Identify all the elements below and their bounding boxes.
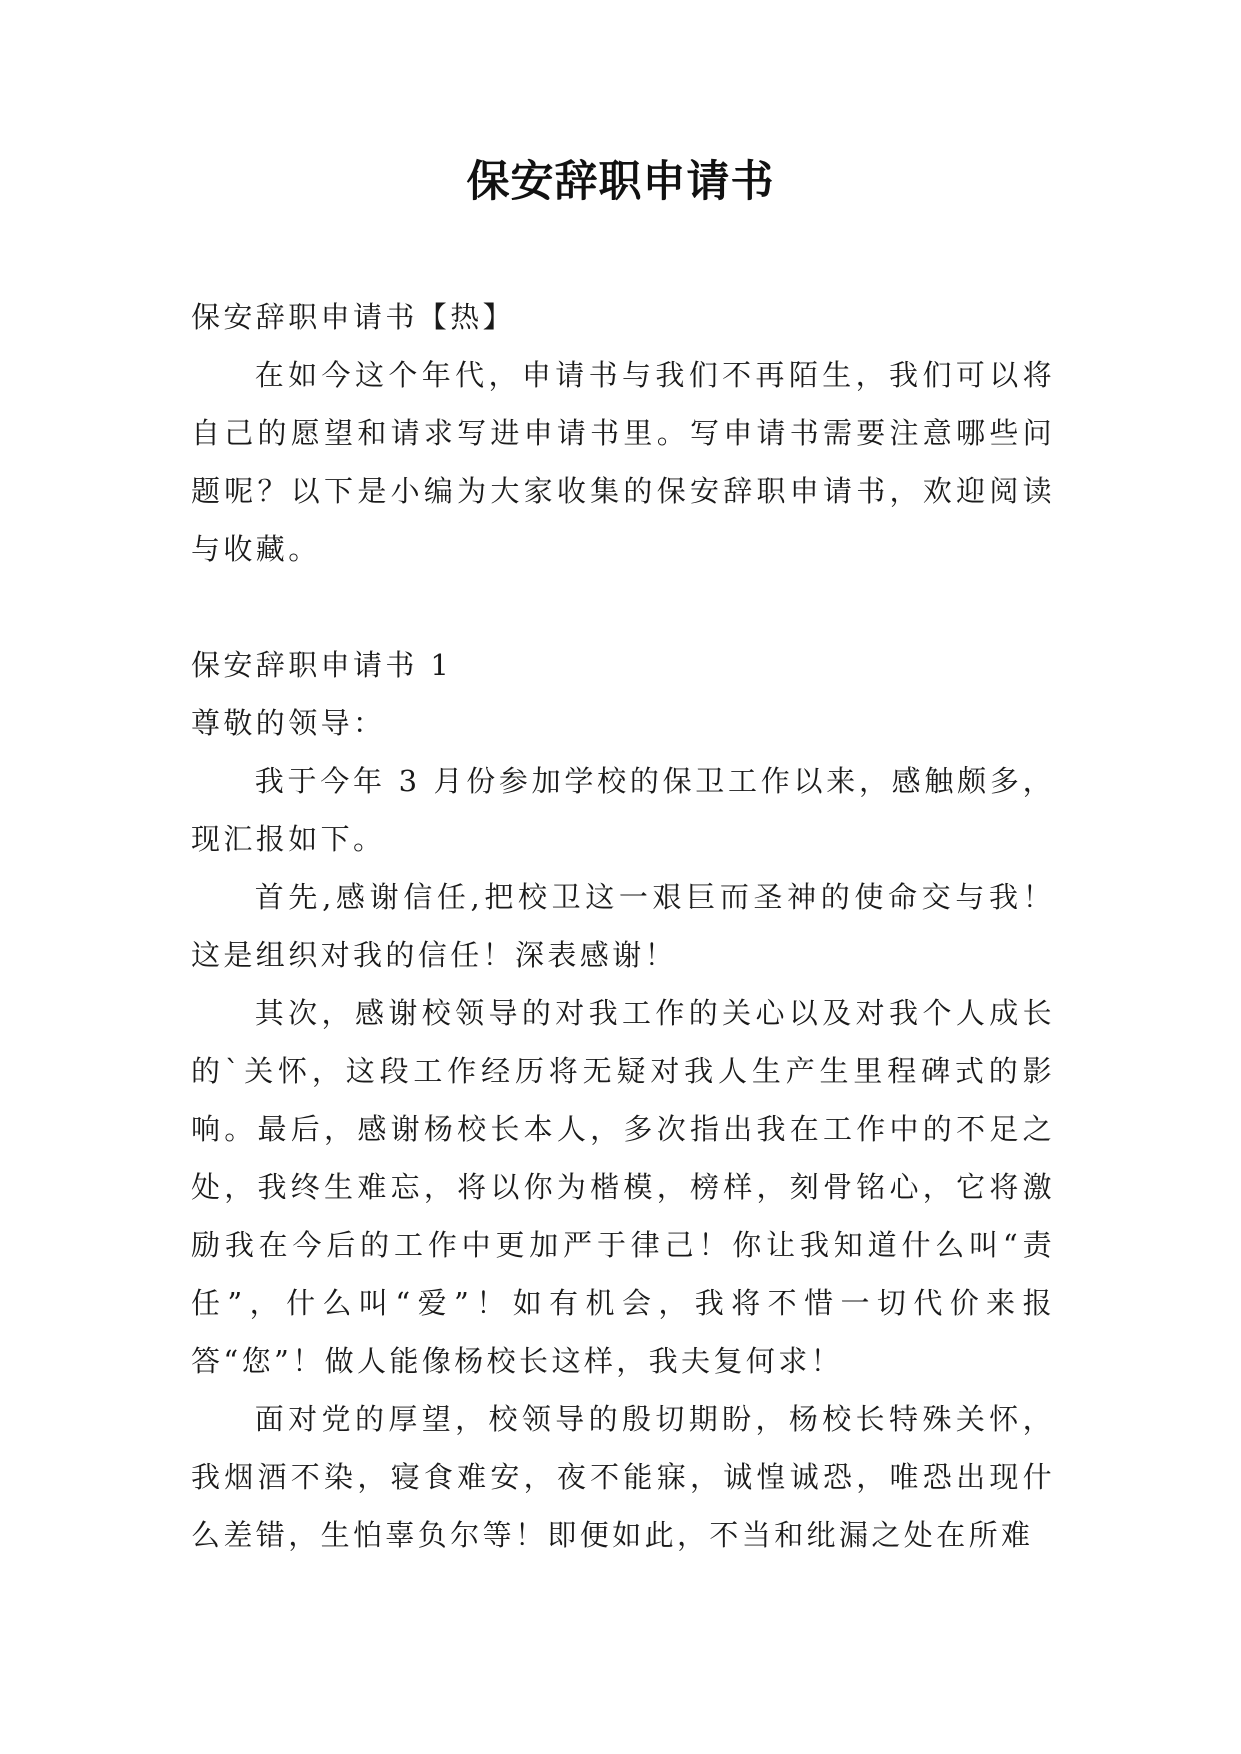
body-paragraph-1: 我于今年 3 月份参加学校的保卫工作以来，感触颇多，现汇报如下。: [191, 764, 1055, 856]
paragraph-gap: [191, 578, 1055, 636]
body-paragraph-2: 首先,感谢信任,把校卫这一艰巨而圣神的使命交与我！这是组织对我的信任！深表感谢！: [191, 880, 1055, 972]
document-body: [191, 288, 1055, 1564]
document-subtitle: 保安辞职申请书【热】: [191, 300, 516, 334]
salutation: 尊敬的领导：: [191, 706, 386, 740]
section-heading: 保安辞职申请书 1: [191, 648, 453, 682]
body-paragraph-4: 面对党的厚望，校领导的殷切期盼，杨校长特殊关怀，我烟酒不染，寝食难安，夜不能寐，诚惶诚恐，唯恐出现什么差错，生怕辜负尔等！即便如此，不当和纰漏之处在所难: [191, 1402, 1055, 1552]
document-title: 保安辞职申请书: [466, 157, 775, 207]
intro-paragraph: 在如今这个年代，申请书与我们不再陌生，我们可以将自己的愿望和请求写进申请书里。写申请书需要注意哪些问题呢？以下是小编为大家收集的保安辞职申请书，欢迎阅读与收藏。: [191, 358, 1055, 566]
body-paragraph-3: 其次，感谢校领导的对我工作的关心以及对我个人成长的`关怀，这段工作经历将无疑对我人生产生里程碑式的影响。最后，感谢杨校长本人，多次指出我在工作中的不足之处，我终生难忘，将以你为楷模，榜样，刻骨铭心，它将激励我在今后的工作中更加严于律己！你让我知道什么叫“责任”，什么叫“爱”！如有机会，我将不惜一切代价来报答“您”！做人能像杨校长这样，我夫复何求！: [191, 996, 1055, 1378]
